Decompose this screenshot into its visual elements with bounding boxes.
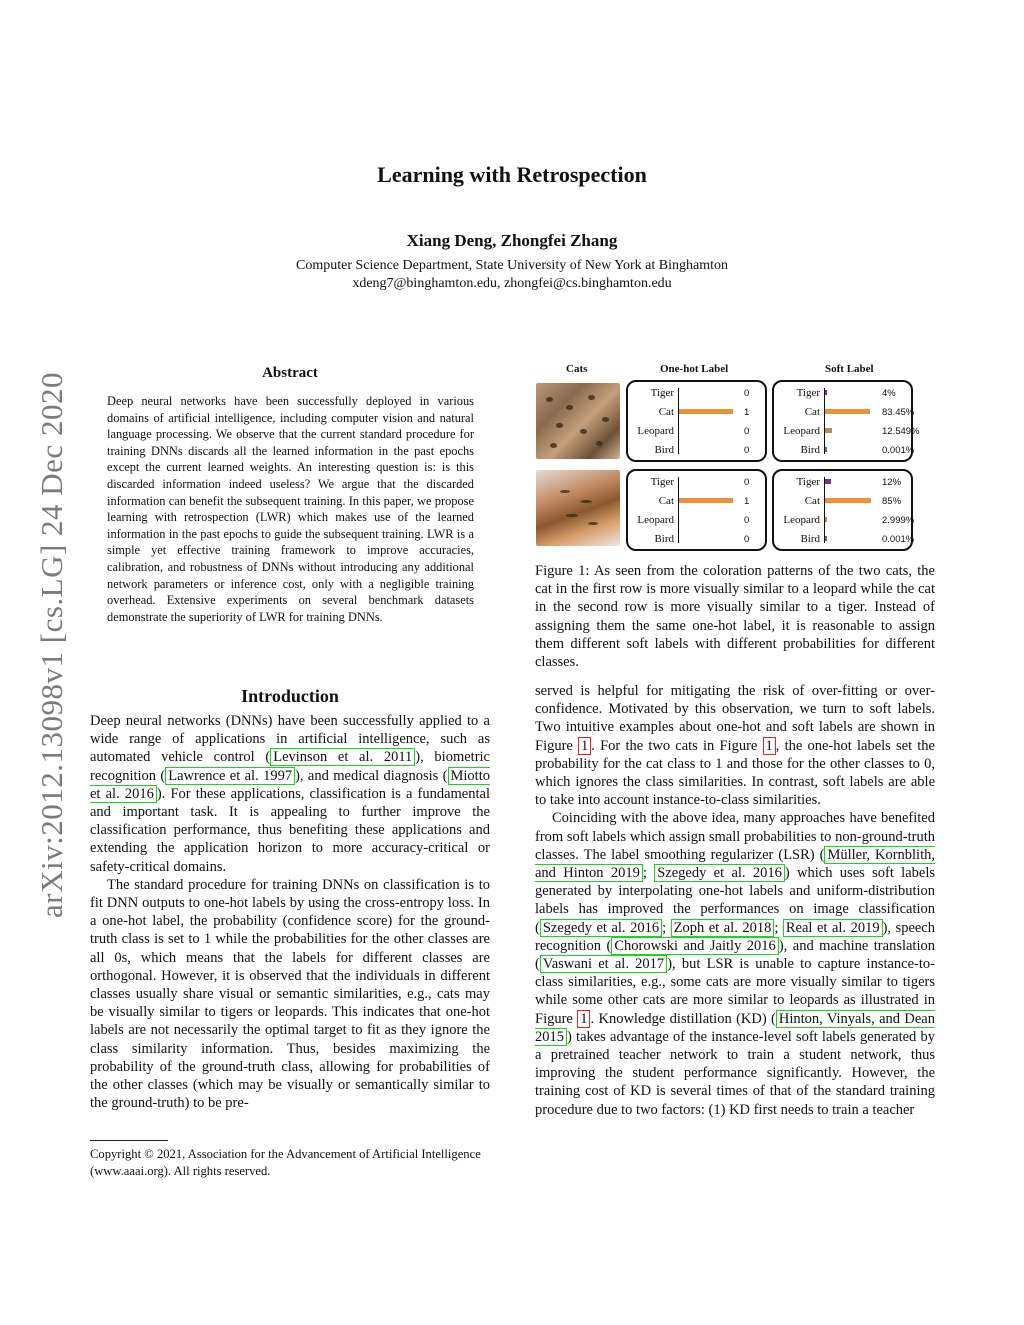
figure-caption: Figure 1: As seen from the coloration patterns of the two cats, the cat in the first row is more visually similar to a leopard while the cat in the second row is more visually similar to a tiger. Instead of assigning them the same one-hot label, it is reasonable to assign them different soft labels with different probabilities for different classes. [535, 563, 935, 671]
probability-value: 12% [882, 477, 902, 488]
figure-col-title-soft: Soft Label [825, 363, 874, 375]
cat-photo-leopard-like [536, 383, 620, 459]
class-label: Bird [654, 444, 674, 456]
class-label: Bird [654, 533, 674, 545]
citation-link[interactable]: Szegedy et al. 2016 [654, 864, 785, 882]
class-label: Cat [804, 406, 820, 418]
citation-link[interactable]: Real et al. 2019 [783, 919, 883, 937]
probability-bar [825, 536, 827, 541]
probability-bar [825, 428, 832, 433]
author-emails: xdeng7@binghamton.edu, zhongfei@cs.binghamton.edu [352, 276, 672, 291]
probability-bar [825, 409, 870, 414]
intro-right-column [535, 682, 935, 1119]
arxiv-id: arXiv:2012.13098v1 [cs.LG] 24 Dec 2020 [34, 372, 69, 918]
citation-link[interactable]: Müller, Kornblith, and Hinton 2019 [535, 846, 935, 882]
citation-link[interactable]: Miotto et al. 2016 [90, 767, 490, 802]
class-label: Bird [800, 533, 820, 545]
intro-paragraph-3: served is helpful for mitigating the risk of over-fitting or over-confidence. Motivated by this observation, we turn to soft labels. Two intuitive examples about one-hot and soft labels are shown in Figure 1 . For the two cats in Figure 1 , the one-hot labels set the probability for the cat class to 1 and those for the other classes to 0, which ignores the class similarities. In contrast, soft labels are able to take into account instance-to-class similarities. [535, 683, 935, 809]
probability-bar [679, 498, 733, 503]
cat-photo-tiger-like [536, 470, 620, 546]
figure-ref-link[interactable]: 1 [578, 737, 591, 755]
probability-bar [825, 517, 827, 522]
probability-value: 12.549% [882, 426, 920, 437]
probability-value: 0 [744, 477, 750, 488]
copyright-footnote: Copyright © 2021, Association for the Advancement of Artificial Intelligence (www.aaai.org). All rights reserved. [90, 1147, 481, 1178]
probability-bar [825, 479, 831, 484]
intro-paragraph-1: Deep neural networks (DNNs) have been successfully applied to a wide range of applications in artificial intelligence, such as automated vehicle control ( Levinson et al. 2011 ), biometric recognition ( Lawrence et al. 1997 ), and medical diagnosis ( Miotto et al. 2016 ). For these applications, classification is a fundamental and important task. It is appealing to further improve the classification performance, thus benefiting these applications and extending the application horizon to more accuracy-critical or safety-critical domains. [90, 713, 490, 875]
citation-link[interactable]: Szegedy et al. 2016 [540, 919, 662, 937]
class-label: Tiger [796, 476, 820, 488]
class-label: Tiger [796, 387, 820, 399]
class-label: Cat [658, 495, 674, 507]
probability-value: 4% [882, 388, 896, 399]
figure-ref-link[interactable]: 1 [763, 737, 776, 755]
class-label: Leopard [637, 514, 674, 526]
citation-link[interactable]: Vaswani et al. 2017 [540, 955, 667, 973]
probability-value: 1 [744, 407, 750, 418]
probability-value: 2.999% [882, 515, 915, 526]
class-label: Tiger [650, 476, 674, 488]
class-label: Tiger [650, 387, 674, 399]
paper-title: Learning with Retrospection [377, 162, 647, 187]
probability-value: 0 [744, 515, 750, 526]
probability-bar [825, 447, 827, 452]
author-list: Xiang Deng, Zhongfei Zhang [406, 231, 618, 250]
class-label: Leopard [637, 425, 674, 437]
probability-value: 0 [744, 426, 750, 437]
intro-paragraph-2: The standard procedure for training DNNs on classification is to fit DNN outputs to one-hot labels by using the cross-entropy loss. In a one-hot label, the probability (confidence score) for the ground-truth class is set to 1 while the probabilities for the other classes are all 0s, which means that the labels for different classes are orthogonal. However, it is observed that the individuals in different classes usually share visual or semantic similarities, e.g., cats may be visually similar to tigers or leopards. This indicates that one-hot labels are not necessarily the optimal target to fit as they ignore the class similarity information. Thus, besides maximizing the probability of the ground-truth class, allowing for probabilities of the other classes (which may be visually or semantically similar to the ground-truth) to be pre- [90, 876, 490, 1112]
probability-value: 0.001% [882, 445, 915, 456]
citation-link[interactable]: Chorowski and Jaitly 2016 [611, 937, 778, 955]
citation-link[interactable]: Levinson et al. 2011 [270, 748, 415, 766]
abstract-text: Deep neural networks have been successfully deployed in various domains of artificial intelligence, including computer vision and natural language processing. We observe that the current standard procedure for training DNNs discards all the learned information in the past epochs except the current learned weights. An interesting question is: is this discarded information indeed useless? We argue that the discarded information can benefit the subsequent training. In this paper, we propose learning with retrospection (LWR) which makes use of the learned information in the past epochs to guide the subsequent training. LWR is a simple yet effective training framework to improve accuracies, calibration, and robustness of DNNs without introducing any additional network parameters or inference cost, only with a negligible training overhead. Extensive experiments on several benchmark datasets demonstrate the superiority of LWR for training DNNs. [107, 394, 474, 624]
class-label: Leopard [783, 425, 820, 437]
probability-bar [825, 390, 827, 395]
probability-value: 0.001% [882, 534, 915, 545]
citation-link[interactable]: Hinton, Vinyals, and Dean 2015 [535, 1010, 935, 1045]
probability-value: 0 [744, 388, 750, 399]
abstract-heading: Abstract [262, 365, 318, 381]
intro-paragraph-4: Coinciding with the above idea, many approaches have benefited from soft labels which assign small probabilities to non-ground-truth classes. The label smoothing regularizer (LSR) ( Müller, Kornblith, and Hinton 2019 ; Szegedy et al. 2016 ) which uses soft labels generated by interpolating one-hot labels and uniform-distribution labels has improved the performances on image classification ( Szegedy et al. 2016 ; Zoph et al. 2018 ; Real et al. 2019 ), speech recognition ( Chorowski and Jaitly 2016 ), and machine translation ( Vaswani et al. 2017 ), but LSR is unable to capture instance-to-class similarities, e.g., some cats are more visually similar to tigers while some other cats are more similar to leopards as illustrated in Figure 1 . Knowledge distillation (KD) ( Hinton, Vinyals, and Dean 2015 ) takes advantage of the instance-level soft labels generated by a pretrained teacher network to train a student network, thus improving the student performance significantly. However, the training cost of KD is several times of that of the standard training procedure due to two factors: (1) KD first needs to train a teacher [535, 810, 935, 1118]
probability-value: 85% [882, 496, 902, 507]
class-label: Cat [804, 495, 820, 507]
soft-panel-row2 [772, 469, 913, 551]
affiliation: Computer Science Department, State University of New York at Binghamton [296, 258, 728, 273]
probability-value: 83.45% [882, 407, 915, 418]
figure-ref-link[interactable]: 1 [577, 1010, 590, 1028]
figure-col-title-onehot: One-hot Label [660, 363, 729, 375]
intro-heading: Introduction [241, 686, 339, 706]
figure-col-title-cats: Cats [566, 363, 588, 375]
class-label: Cat [658, 406, 674, 418]
soft-panel-row1 [772, 380, 920, 462]
class-label: Bird [800, 444, 820, 456]
probability-bar [825, 498, 871, 503]
probability-bar [679, 409, 733, 414]
probability-value: 0 [744, 445, 750, 456]
probability-value: 0 [744, 534, 750, 545]
intro-left-column [90, 712, 490, 1112]
class-label: Leopard [783, 514, 820, 526]
citation-link[interactable]: Lawrence et al. 1997 [165, 767, 295, 785]
footnote-rule [90, 1140, 168, 1141]
citation-link[interactable]: Zoph et al. 2018 [671, 919, 775, 937]
probability-value: 1 [744, 496, 750, 507]
onehot-panel-row2 [626, 469, 767, 551]
onehot-panel-row1 [626, 380, 767, 462]
